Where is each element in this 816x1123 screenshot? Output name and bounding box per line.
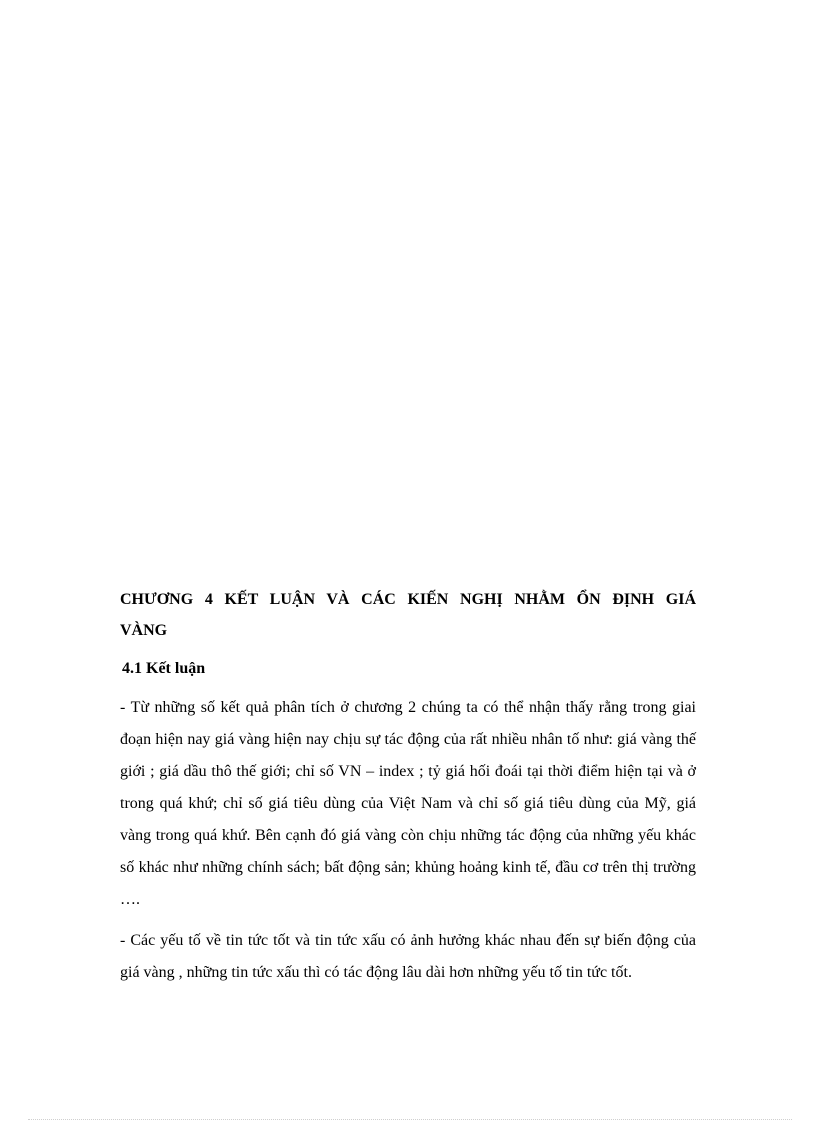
chapter-title: CHƯƠNG 4 KẾT LUẬN VÀ CÁC KIẾN NGHỊ NHẰM ỔN ĐỊNH GIÁ VÀNG: [120, 591, 696, 639]
section-heading: 4.1 Kết luận: [122, 660, 206, 677]
body-paragraph-1: - Từ những số kết quả phân tích ở chương 2 chúng ta có thể nhận thấy rằng trong giai đoạn hiện nay giá vàng hiện nay chịu sự tác động của rất nhiều nhân tố như: giá vàng thế giới ; giá dầu thô thế giới; chỉ số VN – index ; tỷ giá hối đoái tại thời điểm hiện tại và ở trong quá khứ; chỉ số giá tiêu dùng của Việt Nam và chỉ số giá tiêu dùng của Mỹ, giá vàng trong quá khứ. Bên cạnh đó giá vàng còn chịu những tác động của những yếu khác số khác như những chính sách; bất động sản; khủng hoảng kinh tế, đầu cơ trên thị trường ….: [120, 699, 696, 908]
body-paragraph-2: - Các yếu tố về tin tức tốt và tin tức xấu có ảnh hưởng khác nhau đến sự biến động của giá vàng , những tin tức xấu thì có tác động lâu dài hơn những yếu tố tin tức tốt.: [120, 932, 696, 981]
page-bottom-divider: [28, 1119, 792, 1120]
